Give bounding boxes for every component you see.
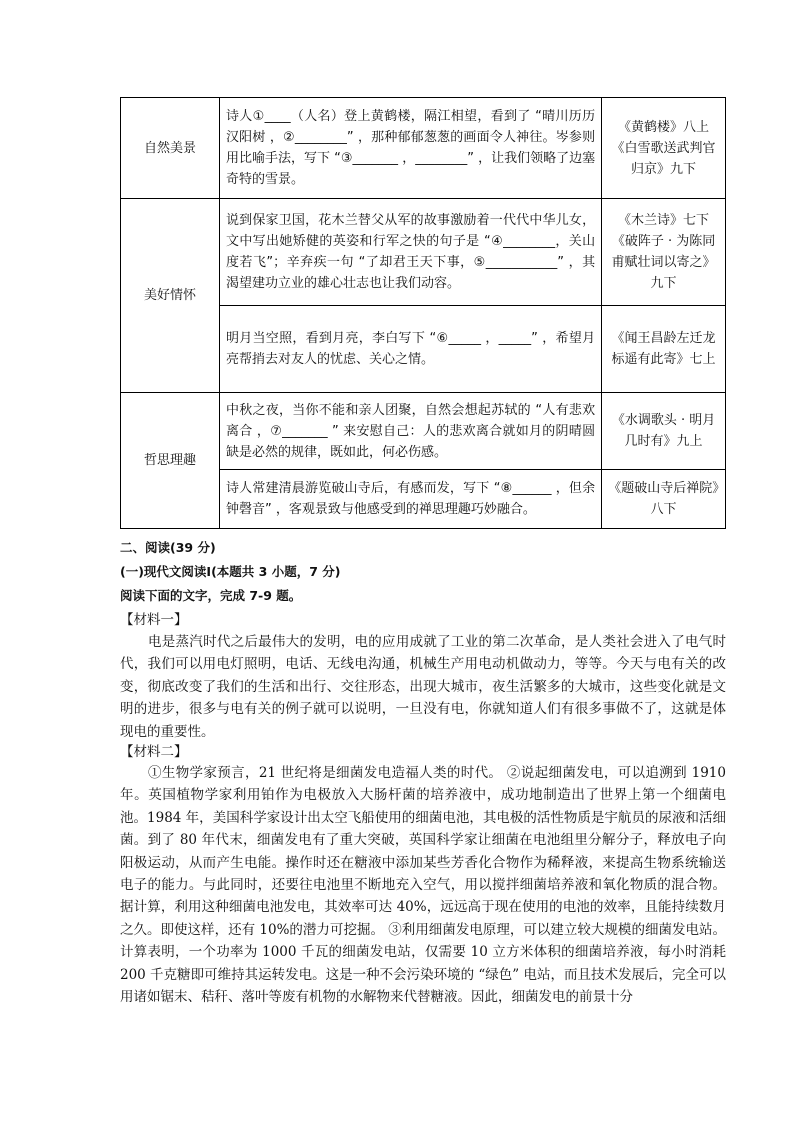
sub-heading: (一)现代文阅读Ⅰ(本题共 3 小题，7 分) (120, 564, 341, 579)
source-cell: 《题破山寺后禅院》八下 (602, 470, 726, 529)
material-2-label: 【材料二】 (120, 744, 188, 760)
source-cell: 《黄鹤楼》八上 《白雪歌送武判官归京》九下 (602, 98, 726, 199)
description-cell: 诗人常建清晨游览破山寺后，有感而发，写下 “⑧______ ，但余钟磬音” ，客观景致与他感受到的禅思理趣巧妙融合。 (219, 470, 601, 529)
table-row (121, 393, 726, 470)
source-cell: 《闻王昌龄左迁龙标遥有此寄》七上 (602, 306, 726, 393)
description-cell: 诗人①____（人名）登上黄鹤楼，隔江相望，看到了 “晴川历历汉阳树 ，②________” ，那种郁郁葱葱的画面令人神往。岑参则用比喻手法，写下 “③_______ ，________” ，让我们领略了边塞奇特的雪景。 (219, 98, 601, 199)
material-1-label: 【材料一】 (120, 612, 188, 628)
table-row (121, 98, 726, 199)
material-1-text: 电是蒸汽时代之后最伟大的发明，电的应用成就了工业的第二次革命，是人类社会进入了电气时代，我们可以用电灯照明，电话、无线电沟通，机械生产用电动机做动力，等等。今天与电有关的改变，彻底改变了我们的生活和出行、交往形态，出现大城市，夜生活繁多的大城市，这些变化就是文明的进步，很多与电有关的例子就可以说明，一旦没有电，你就知道人们有很多事做不了，这就是体现电的重要性。 (120, 634, 726, 740)
instruction: 阅读下面的文字，完成 7-9 题。 (120, 588, 302, 603)
table-row (121, 199, 726, 306)
description-cell: 明月当空照，看到月亮，李白写下 “⑥_____ ，_____” ，希望月亮帮捎去对友人的忧虑、关心之情。 (219, 306, 601, 393)
source-cell: 《水调歌头 · 明月几时有》九上 (602, 393, 726, 470)
section-heading: 二、阅读(39 分) (120, 540, 216, 555)
poetry-table (120, 97, 726, 529)
description-cell: 中秋之夜，当你不能和亲人团聚，自然会想起苏轼的 “人有悲欢离合 ，⑦_______ ” 来安慰自己：人的悲欢离合就如月的阴晴圆缺是必然的规律，既如此，何必伤感。 (219, 393, 601, 470)
material-2-text: ①生物学家预言，21 世纪将是细菌发电造福人类的时代。 ②说起细菌发电，可以追溯到 1910 年。英国植物学家利用铂作为电极放入大肠杆菌的培养液中，成功地制造出了世界上第一个细菌电池。1984 年，美国科学家设计出太空飞船使用的细菌电池，其电极的活性物质是宇航员的尿液和活细菌。到了 80 年代末，细菌发电有了重大突破，英国科学家让细菌在电池组里分解分子，释放电子向阳极运动，从而产生电能。操作时还在糖液中添加某些芳香化合物作为稀释液，来提高生物系统输送电子的能力。与此同时，还要往电池里不断地充入空气，用以搅拌细菌培养液和氧化物质的混合物。据计算，利用这种细菌电池发电，其效率可达 40%，远远高于现在使用的电池的效率，且能持续数月之久。即使这样，还有 10%的潜力可挖掘。 ③利用细菌发电原理，可以建立较大规模的细菌发电站。计算表明，一个功率为 1000 千瓦的细菌发电站，仅需要 10 立方米体积的细菌培养液，每小时消耗 200 千克糖即可维持其运转发电。这是一种不会污染环境的 “绿色” 电站，而且技术发展后，完全可以用诸如锯末、秸秆、落叶等废有机物的水解物来代替糖液。因此，细菌发电的前景十分 (120, 765, 726, 1006)
description-cell: 说到保家卫国，花木兰替父从军的故事激励着一代代中华儿女，文中写出她矫健的英姿和行军之快的句子是 “④________，关山度若飞”；辛弃疾一句 “了却君王天下事，⑤___________” ，其渴望建功立业的雄心壮志也让我们动容。 (219, 199, 601, 306)
category-cell: 自然美景 (121, 98, 220, 199)
category-cell: 哲思理趣 (121, 393, 220, 529)
source-cell: 《木兰诗》七下 《破阵子 · 为陈同甫赋壮词以寄之》九下 (602, 199, 726, 306)
category-cell: 美好情怀 (121, 199, 220, 393)
